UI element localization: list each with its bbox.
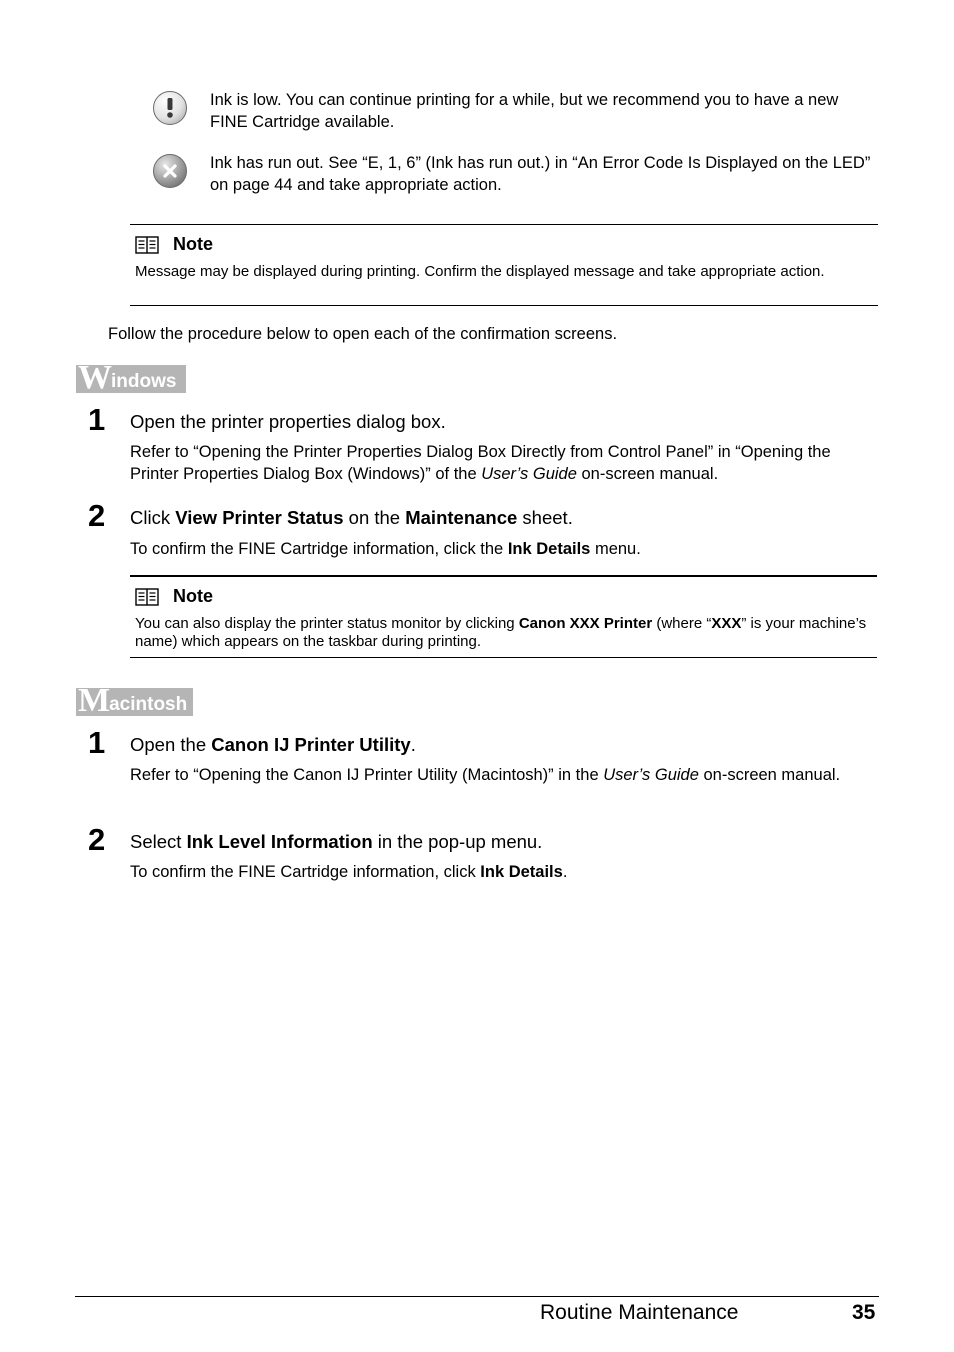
windows-note-bottom-rule xyxy=(130,657,877,658)
macintosh-badge-initial: M xyxy=(78,682,110,719)
ink-low-warning-icon xyxy=(153,91,187,125)
windows-note-top-rule xyxy=(130,575,877,577)
note-top-rule xyxy=(130,224,878,225)
users-guide-ref: User’s Guide xyxy=(603,766,699,784)
footer-section-title: Routine Maintenance xyxy=(540,1301,739,1324)
windows-badge-rest: indows xyxy=(111,371,177,392)
windows-step1-number: 1 xyxy=(88,402,106,437)
canon-ij-printer-utility-label: Canon IJ Printer Utility xyxy=(211,734,411,755)
mac-step2-number: 2 xyxy=(88,822,106,857)
macintosh-badge xyxy=(76,682,193,719)
mac-step1-number: 1 xyxy=(88,725,106,760)
ink-low-description: Ink is low. You can continue printing for a while, but we recommend you to have a new FINE Cartridge available. xyxy=(210,91,839,131)
windows-note-heading-label: Note xyxy=(173,586,213,606)
windows-note-text: You can also display the printer status monitor by clicking Canon XXX Printer (where “XXX” is your machine’s name) which appears on the taskbar during printing. xyxy=(135,615,867,650)
macintosh-badge-rest: acintosh xyxy=(109,694,188,715)
windows-step2-title: Click View Printer Status on the Maintenance sheet. xyxy=(130,507,573,528)
users-guide-ref: User’s Guide xyxy=(481,465,577,483)
note-heading xyxy=(135,234,213,255)
ink-level-information-label: Ink Level Information xyxy=(186,831,373,852)
book-icon xyxy=(135,236,159,254)
note-heading-label: Note xyxy=(173,234,213,254)
canon-xxx-printer-label: Canon XXX Printer xyxy=(518,615,653,632)
mac-step2-description: To confirm the FINE Cartridge information, click Ink Details. xyxy=(130,863,568,881)
note-text: Message may be displayed during printing. Confirm the displayed message and take appropriate action. xyxy=(135,263,825,280)
windows-note-heading xyxy=(135,586,213,607)
ink-out-error-icon xyxy=(153,154,187,188)
windows-step1-title: Open the printer properties dialog box. xyxy=(130,411,446,432)
maintenance-sheet-label: Maintenance xyxy=(405,507,518,528)
page-number: 35 xyxy=(852,1301,876,1324)
ink-details-label: Ink Details xyxy=(507,540,591,558)
book-icon xyxy=(135,588,159,606)
windows-step1-description: Refer to “Opening the Printer Properties Dialog Box Directly from Control Panel” in “Opening the Printer Properties Dialog Box (Windows)” of the User’s Guide on-screen manual. xyxy=(130,443,831,483)
windows-badge-initial: W xyxy=(78,359,111,396)
ink-out-description: Ink has run out. See “E, 1, 6” (Ink has run out.) in “An Error Code Is Displayed on the LED” on page 44 and take appropriate action. xyxy=(210,154,871,194)
mac-step1-description: Refer to “Opening the Canon IJ Printer Utility (Macintosh)” in the User’s Guide on-screen manual. xyxy=(130,766,841,784)
windows-badge xyxy=(76,359,186,396)
footer-rule xyxy=(75,1296,879,1297)
windows-step2-number: 2 xyxy=(88,498,106,533)
intro-text: Follow the procedure below to open each of the confirmation screens. xyxy=(108,325,618,343)
mac-step1-title: Open the Canon IJ Printer Utility. xyxy=(130,734,416,755)
mac-step2-title: Select Ink Level Information in the pop-up menu. xyxy=(130,831,543,852)
note-bottom-rule xyxy=(130,305,878,306)
windows-step2-description: To confirm the FINE Cartridge information, click the Ink Details menu. xyxy=(130,540,641,558)
ink-details-label: Ink Details xyxy=(480,863,563,881)
view-printer-status-label: View Printer Status xyxy=(175,507,344,528)
xxx-label: XXX xyxy=(711,615,742,632)
